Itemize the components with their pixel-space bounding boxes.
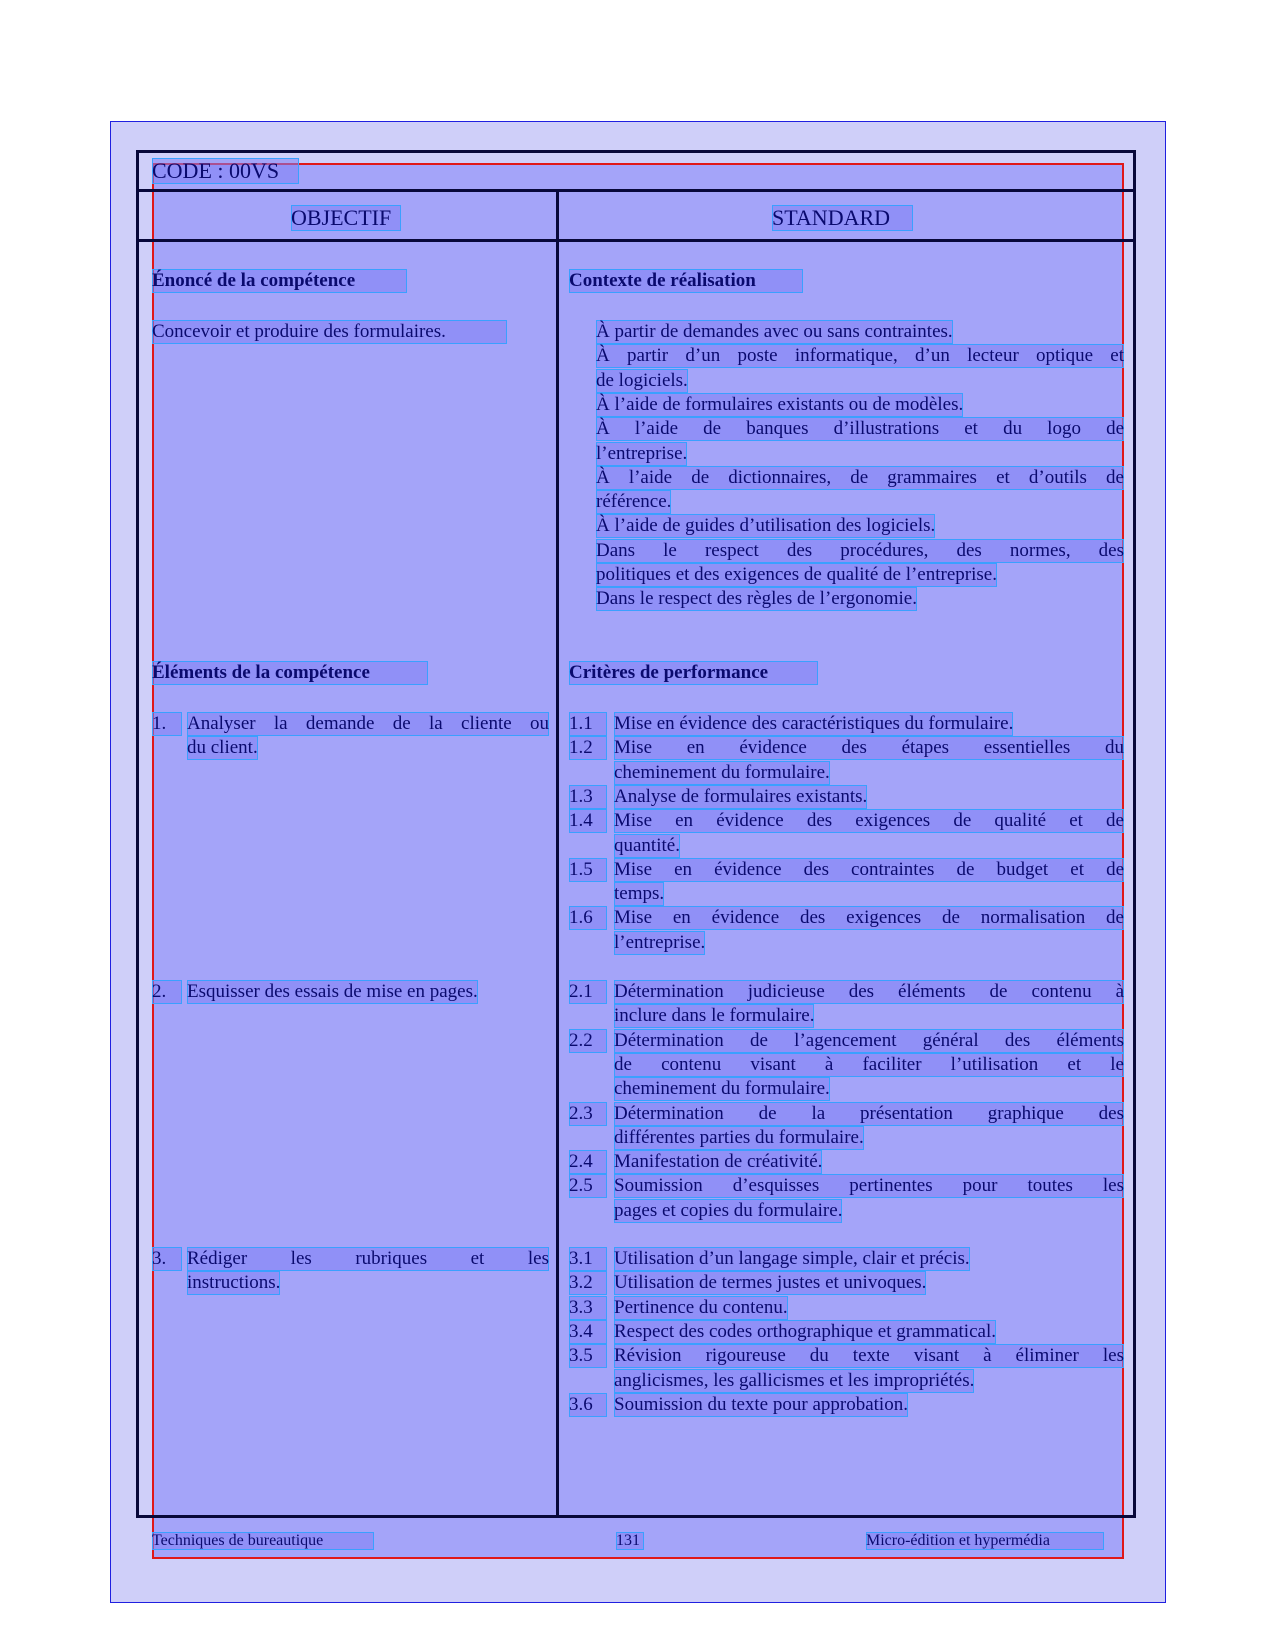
contexte-item-line: À l’aide de guides d’utilisation des logiciels. — [596, 515, 936, 537]
critere-text-line: cheminement du formulaire. — [614, 761, 830, 783]
critere-number: 2.3 — [569, 1102, 607, 1126]
critere-text-line: Détermination de l’agencement général des éléments — [614, 1029, 1124, 1051]
contexte-heading: Contexte de réalisation — [569, 269, 803, 293]
contexte-item-line: référence. — [596, 491, 672, 513]
critere-number: 2.4 — [569, 1150, 607, 1174]
critere-text-line: quantité. — [614, 834, 680, 856]
critere-number: 2.5 — [569, 1174, 607, 1198]
critere-number: 3.3 — [569, 1296, 607, 1320]
critere-text-line: Manifestation de créativité. — [614, 1151, 823, 1173]
critere-text-line: Soumission du texte pour approbation. — [614, 1393, 908, 1415]
table-top-border — [136, 150, 1136, 153]
element-number: 3. — [152, 1247, 182, 1271]
critere-text-line: Mise en évidence des étapes essentielles du — [614, 737, 1124, 759]
critere-text-line: Mise en évidence des contraintes de budget et de — [614, 858, 1124, 880]
element-text-line: Rédiger les rubriques et les — [187, 1248, 549, 1269]
contexte-item-line: Dans le respect des procédures, des normes, des — [596, 539, 1124, 561]
critere-text-line: inclure dans le formulaire. — [614, 1005, 815, 1027]
contexte-item-line: À partir d’un poste informatique, d’un lecteur optique et — [596, 345, 1124, 367]
critere-text-line: pages et copies du formulaire. — [614, 1199, 843, 1221]
critere-number: 2.2 — [569, 1029, 607, 1053]
footer-page-number: 131 — [616, 1532, 644, 1550]
criteres-heading: Critères de performance — [569, 661, 818, 685]
critere-text-line: Mise en évidence des exigences de qualité et de — [614, 810, 1124, 832]
critere-number: 1.3 — [569, 785, 607, 809]
contexte-item-line: À l’aide de banques d’illustrations et du logo de — [596, 418, 1124, 440]
contexte-item-line: politiques et des exigences de qualité de l’entreprise. — [596, 564, 997, 585]
critere-text-line: l’entreprise. — [614, 931, 706, 953]
critere-text-line: Révision rigoureuse du texte visant à éliminer les — [614, 1345, 1124, 1367]
critere-text-line: Pertinence du contenu. — [614, 1296, 788, 1318]
critere-text-line: Détermination de la présentation graphique des — [614, 1102, 1124, 1124]
critere-number: 3.5 — [569, 1344, 607, 1368]
critere-text-line: Détermination judicieuse des éléments de contenu à — [614, 981, 1124, 1002]
critere-text-line: Soumission d’esquisses pertinentes pour toutes les — [614, 1175, 1124, 1197]
element-text-line: instructions. — [187, 1272, 281, 1294]
critere-number: 3.4 — [569, 1320, 607, 1344]
critere-text-line: Analyse de formulaires existants. — [614, 785, 868, 807]
critere-text-line: différentes parties du formulaire. — [614, 1126, 864, 1148]
element-text-line: Esquisser des essais de mise en pages. — [187, 981, 478, 1002]
critere-number: 1.4 — [569, 809, 607, 833]
code-row-divider — [136, 189, 1136, 192]
table-bottom-border — [136, 1515, 1136, 1518]
critere-text-line: cheminement du formulaire. — [614, 1078, 830, 1100]
critere-number: 1.5 — [569, 858, 607, 882]
contexte-item-line: À partir de demandes avec ou sans contraintes. — [596, 321, 953, 342]
header-row-divider — [136, 239, 1136, 242]
column-divider — [556, 189, 559, 1518]
footer-left: Techniques de bureautique — [152, 1532, 374, 1550]
contexte-item-line: À l’aide de formulaires existants ou de modèles. — [596, 393, 964, 415]
contexte-item-line: de logiciels. — [596, 369, 688, 391]
enonce-heading: Énoncé de la compétence — [152, 269, 407, 293]
critere-text-line: Mise en évidence des exigences de normalisation de — [614, 907, 1124, 929]
element-text-line: Analyser la demande de la cliente ou — [187, 713, 549, 734]
critere-number: 2.1 — [569, 980, 607, 1004]
critere-text-line: Mise en évidence des caractéristiques du formulaire. — [614, 713, 1014, 734]
critere-text-line: anglicismes, les gallicismes et les impropriétés. — [614, 1369, 975, 1391]
table-right-border — [1133, 150, 1136, 1518]
critere-number: 3.2 — [569, 1271, 607, 1295]
critere-number: 1.1 — [569, 712, 607, 736]
footer-right: Micro-édition et hypermédia — [866, 1532, 1104, 1550]
header-standard: STANDARD — [772, 205, 913, 231]
critere-number: 3.1 — [569, 1247, 607, 1271]
enonce-text: Concevoir et produire des formulaires. — [152, 320, 507, 344]
contexte-item-line: À l’aide de dictionnaires, de grammaires et d’outils de — [596, 466, 1124, 488]
critere-text-line: temps. — [614, 883, 665, 905]
critere-text-line: de contenu visant à faciliter l’utilisation et le — [614, 1053, 1124, 1075]
critere-text-line: Utilisation d’un langage simple, clair et précis. — [614, 1248, 970, 1269]
table-left-border — [136, 150, 139, 1518]
critere-number: 3.6 — [569, 1393, 607, 1417]
critere-number: 1.6 — [569, 906, 607, 930]
contexte-item-line: Dans le respect des règles de l’ergonomie. — [596, 588, 917, 610]
element-number: 2. — [152, 980, 182, 1004]
competency-code: CODE : 00VS — [152, 158, 299, 184]
elements-heading: Éléments de la compétence — [152, 661, 428, 685]
element-text-line: du client. — [187, 737, 258, 759]
element-number: 1. — [152, 712, 182, 736]
header-objectif: OBJECTIF — [291, 205, 401, 231]
critere-text-line: Respect des codes orthographique et grammatical. — [614, 1320, 996, 1342]
critere-text-line: Utilisation de termes justes et univoques. — [614, 1272, 927, 1294]
critere-number: 1.2 — [569, 736, 607, 760]
contexte-item-line: l’entreprise. — [596, 442, 688, 464]
